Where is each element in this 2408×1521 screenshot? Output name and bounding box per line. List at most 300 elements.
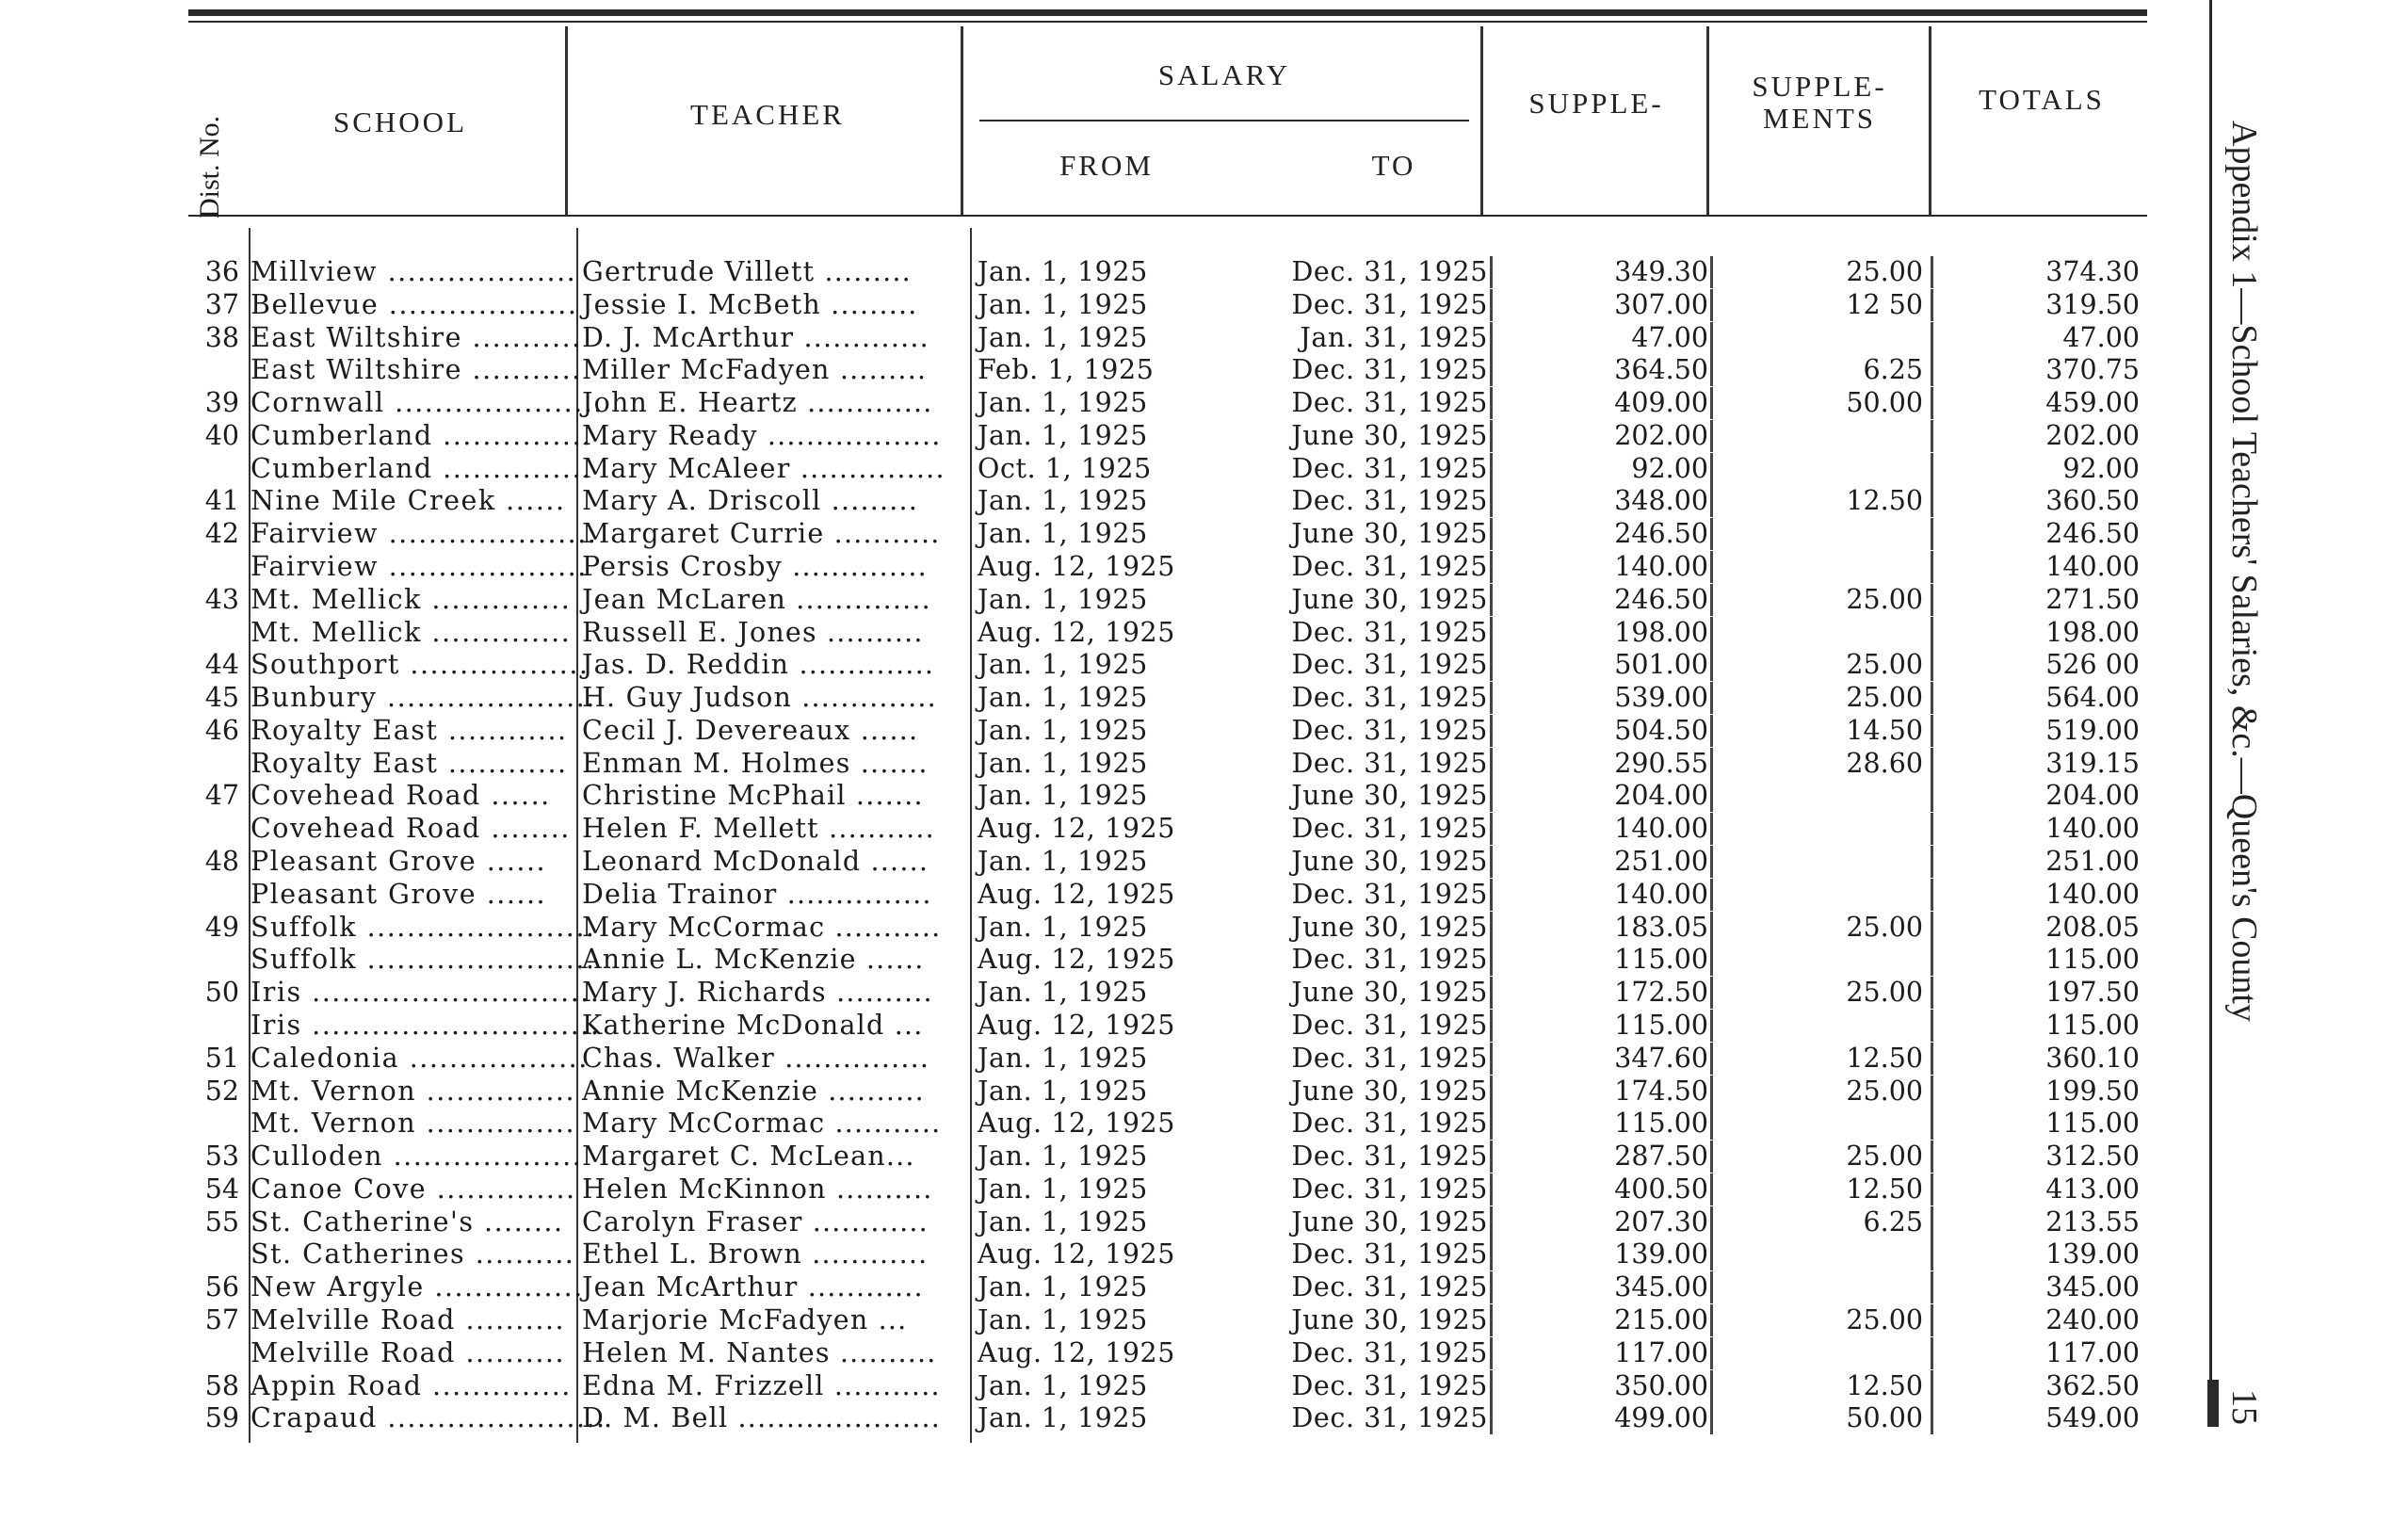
cell-divider: [1710, 584, 1713, 616]
dist-no-cell: 54: [204, 1173, 239, 1205]
school-cell: East Wiltshire ...........: [250, 354, 582, 386]
teacher-cell: John E. Heartz .............: [582, 387, 933, 419]
salary-from-cell: Aug. 12, 1925: [978, 551, 1176, 583]
cell-divider: [1931, 912, 1933, 944]
salary-to-cell: Dec. 31, 1925: [1291, 1141, 1488, 1173]
salary-from-cell: Jan. 1, 1925: [978, 1075, 1148, 1107]
supplements-header-2-line1: SUPPLE-: [1752, 70, 1887, 103]
header-divider-3: [1480, 26, 1483, 215]
school-cell: Suffolk .......................: [250, 944, 596, 976]
supplements-cell: 117.00: [1614, 1336, 1708, 1368]
cell-divider: [1931, 1173, 1933, 1205]
school-cell: Cumberland ...............: [250, 452, 592, 484]
cell-divider: [1710, 256, 1713, 288]
table-row: [0, 322, 2260, 354]
cell-divider: [1931, 256, 1933, 288]
dist-no-cell: 48: [204, 846, 239, 878]
table-row: [0, 1402, 2260, 1434]
total-cell: 199.50: [2045, 1075, 2140, 1107]
cell-divider: [1490, 813, 1493, 845]
supplements-2-cell: 14.50: [1846, 714, 1923, 746]
supplements-cell: 246.50: [1614, 583, 1708, 615]
cell-divider: [1710, 1141, 1713, 1173]
teacher-cell: Enman M. Holmes .......: [582, 747, 929, 779]
cell-divider: [1490, 1271, 1493, 1303]
supplements-cell: 139.00: [1614, 1238, 1708, 1270]
school-cell: Melville Road ..........: [250, 1303, 566, 1335]
salary-from-cell: Aug. 12, 1925: [978, 1336, 1176, 1368]
table-row: [0, 256, 2260, 288]
teacher-cell: Helen M. Nantes ..........: [582, 1336, 937, 1368]
salary-to-cell: Dec. 31, 1925: [1291, 288, 1488, 320]
dist-no-cell: 57: [204, 1303, 239, 1335]
total-cell: 319.50: [2045, 288, 2140, 320]
salary-from-cell: Jan. 1, 1925: [978, 419, 1148, 451]
school-cell: Fairview ....................: [250, 551, 588, 583]
cell-divider: [1931, 649, 1933, 681]
supplements-cell: 251.00: [1614, 846, 1708, 878]
cell-divider: [1710, 879, 1713, 911]
cell-divider: [1931, 1108, 1933, 1140]
table-row: [0, 977, 2260, 1009]
cell-divider: [1931, 715, 1933, 747]
cell-divider: [1490, 1173, 1493, 1205]
teacher-cell: Mary J. Richards ..........: [582, 977, 933, 1009]
cell-divider: [1490, 977, 1493, 1009]
salary-to-cell: June 30, 1925: [1291, 1075, 1488, 1107]
supplements-cell: 115.00: [1614, 1009, 1708, 1041]
total-cell: 519.00: [2045, 714, 2140, 746]
salary-from-cell: Jan. 1, 1925: [978, 1205, 1148, 1238]
teacher-cell: Delia Trainor ...............: [582, 878, 932, 910]
school-cell: New Argyle ...............: [250, 1271, 584, 1303]
table-row: [0, 813, 2260, 845]
cell-divider: [1931, 518, 1933, 550]
salary-from-cell: Aug. 12, 1925: [978, 616, 1176, 648]
school-cell: Pleasant Grove ......: [250, 846, 547, 878]
salary-to-cell: June 30, 1925: [1291, 1205, 1488, 1238]
table-row: [0, 1043, 2260, 1075]
cell-divider: [1710, 453, 1713, 485]
teacher-cell: Mary McCormac ...........: [582, 911, 942, 943]
cell-divider: [1931, 453, 1933, 485]
supplements-cell: 350.00: [1614, 1369, 1708, 1401]
total-cell: 197.50: [2045, 977, 2140, 1009]
cell-divider: [1490, 1141, 1493, 1173]
school-cell: Bunbury .....................: [250, 682, 596, 714]
total-cell: 312.50: [2045, 1141, 2140, 1173]
dist-no-cell: 55: [204, 1205, 239, 1238]
school-cell: Mt. Mellick ..............: [250, 616, 572, 648]
cell-divider: [1931, 1238, 1933, 1270]
header-divider-4: [1706, 26, 1709, 215]
supplements-cell: 207.30: [1614, 1205, 1708, 1238]
cell-divider: [1710, 1173, 1713, 1205]
header-divider-1: [565, 26, 568, 215]
table-row: [0, 944, 2260, 976]
supplements-2-cell: 12.50: [1846, 1173, 1923, 1205]
supplements-2-cell: 12.50: [1846, 1042, 1923, 1074]
page-number: 15: [2224, 1389, 2264, 1425]
salary-from-cell: Oct. 1, 1925: [978, 452, 1152, 484]
dist-no-cell: 44: [204, 649, 239, 681]
table-row: [0, 617, 2260, 649]
teacher-cell: Gertrude Villett .........: [582, 256, 912, 287]
cell-divider: [1931, 977, 1933, 1009]
supplements-cell: 307.00: [1614, 288, 1708, 320]
cell-divider: [1490, 715, 1493, 747]
salary-to-cell: Dec. 31, 1925: [1291, 1336, 1488, 1368]
cell-divider: [1931, 1141, 1933, 1173]
total-cell: 564.00: [2045, 682, 2140, 714]
cell-divider: [1710, 1271, 1713, 1303]
cell-divider: [1710, 813, 1713, 845]
table-row: [0, 1141, 2260, 1173]
salary-from-cell: Jan. 1, 1925: [978, 518, 1148, 550]
cell-divider: [1710, 518, 1713, 550]
table-row: [0, 1010, 2260, 1042]
supplements-cell: 140.00: [1614, 551, 1708, 583]
total-cell: 374.30: [2045, 256, 2140, 287]
cell-divider: [1710, 1402, 1713, 1434]
cell-divider: [1710, 551, 1713, 583]
salary-to-cell: Dec. 31, 1925: [1291, 452, 1488, 484]
cell-divider: [1490, 1370, 1493, 1402]
supplements-2-cell: 12 50: [1846, 288, 1923, 320]
salary-from-cell: Jan. 1, 1925: [978, 1042, 1148, 1074]
cell-divider: [1931, 1076, 1933, 1108]
salary-from-cell: Jan. 1, 1925: [978, 1271, 1148, 1303]
table-row: [0, 387, 2260, 419]
cell-divider: [1710, 780, 1713, 812]
cell-divider: [1710, 682, 1713, 714]
school-cell: Nine Mile Creek ......: [250, 485, 566, 517]
total-cell: 370.75: [2045, 354, 2140, 386]
cell-divider: [1710, 1370, 1713, 1402]
cell-divider: [1931, 1337, 1933, 1369]
school-cell: Crapaud ......................: [250, 1402, 606, 1434]
cell-divider: [1710, 1076, 1713, 1108]
total-cell: 549.00: [2045, 1402, 2140, 1434]
cell-divider: [1931, 780, 1933, 812]
table-row: [0, 485, 2260, 517]
cell-divider: [1931, 944, 1933, 976]
dist-no-header: Dist. No.: [194, 115, 225, 218]
teacher-cell: Jean McLaren ..............: [582, 583, 931, 615]
school-cell: St. Catherines ..........: [250, 1238, 575, 1270]
table-row: [0, 354, 2260, 386]
dist-no-cell: 42: [204, 518, 239, 550]
cell-divider: [1710, 387, 1713, 419]
salary-to-cell: Dec. 31, 1925: [1291, 387, 1488, 419]
dist-no-cell: 38: [204, 321, 239, 353]
cell-divider: [1710, 1337, 1713, 1369]
cell-divider: [1931, 1402, 1933, 1434]
supplements-header-2-line2: MENTS: [1762, 102, 1877, 135]
supplements-2-cell: 25.00: [1846, 1141, 1923, 1173]
school-cell: Royalty East ............: [250, 714, 568, 746]
cell-divider: [1710, 1304, 1713, 1336]
side-title: Appendix 1—School Teachers' Salaries, &c.—Queen's County: [2224, 121, 2264, 1022]
salary-from-cell: Jan. 1, 1925: [978, 288, 1148, 320]
table-row: [0, 289, 2260, 321]
cell-divider: [1710, 649, 1713, 681]
cell-divider: [1931, 1271, 1933, 1303]
salary-to-cell: Dec. 31, 1925: [1291, 813, 1488, 845]
cell-divider: [1931, 846, 1933, 878]
table-row: [0, 1238, 2260, 1270]
salary-to-cell: June 30, 1925: [1291, 977, 1488, 1009]
top-rule-thin: [188, 21, 2147, 23]
school-header: SCHOOL: [332, 105, 467, 138]
teacher-cell: Persis Crosby ..............: [582, 551, 928, 583]
table-row: [0, 912, 2260, 944]
teacher-cell: Annie L. McKenzie ......: [582, 944, 925, 976]
table-row: [0, 551, 2260, 583]
supplements-cell: 92.00: [1631, 452, 1708, 484]
cell-divider: [1490, 748, 1493, 780]
total-cell: 117.00: [2045, 1336, 2140, 1368]
cell-divider: [1710, 1238, 1713, 1270]
cell-divider: [1490, 649, 1493, 681]
cell-divider: [1931, 813, 1933, 845]
table-row: [0, 453, 2260, 485]
supplements-cell: 246.50: [1614, 518, 1708, 550]
supplements-cell: 499.00: [1614, 1402, 1708, 1434]
total-cell: 202.00: [2045, 419, 2140, 451]
total-cell: 251.00: [2045, 846, 2140, 878]
supplements-2-cell: 50.00: [1846, 1402, 1923, 1434]
school-cell: Southport ..................: [250, 649, 590, 681]
table-row: [0, 846, 2260, 878]
cell-divider: [1490, 322, 1493, 354]
table-row: [0, 780, 2260, 812]
cell-divider: [1710, 1010, 1713, 1042]
cell-divider: [1710, 715, 1713, 747]
total-cell: 526 00: [2045, 649, 2140, 681]
total-cell: 47.00: [2062, 321, 2140, 353]
cell-divider: [1490, 354, 1493, 386]
supplements-2-cell: 25.00: [1846, 1303, 1923, 1335]
salary-from-cell: Aug. 12, 1925: [978, 1108, 1176, 1140]
salary-to-cell: Dec. 31, 1925: [1291, 1402, 1488, 1434]
cell-divider: [1490, 1206, 1493, 1238]
supplements-cell: 290.55: [1614, 747, 1708, 779]
table-row: [0, 1304, 2260, 1336]
total-cell: 140.00: [2045, 878, 2140, 910]
salary-from-cell: Jan. 1, 1925: [978, 714, 1148, 746]
teacher-cell: Marjorie McFadyen ...: [582, 1303, 908, 1335]
table-row: [0, 1271, 2260, 1303]
dist-no-cell: 59: [204, 1402, 239, 1434]
salary-from-cell: Jan. 1, 1925: [978, 1173, 1148, 1205]
teacher-cell: D. M. Bell .....................: [582, 1402, 941, 1434]
cell-divider: [1931, 485, 1933, 517]
cell-divider: [1931, 617, 1933, 649]
cell-divider: [1710, 354, 1713, 386]
cell-divider: [1931, 879, 1933, 911]
supplements-2-cell: 25.00: [1846, 649, 1923, 681]
salary-to-cell: Dec. 31, 1925: [1291, 714, 1488, 746]
teacher-cell: Ethel L. Brown ............: [582, 1238, 929, 1270]
salary-from-cell: Jan. 1, 1925: [978, 747, 1148, 779]
salary-to-cell: June 30, 1925: [1291, 583, 1488, 615]
school-cell: Caledonia ..................: [250, 1042, 589, 1074]
teacher-cell: Russell E. Jones ..........: [582, 616, 924, 648]
supplements-cell: 204.00: [1614, 780, 1708, 812]
school-cell: Mt. Mellick ..............: [250, 583, 572, 615]
dist-no-cell: 58: [204, 1369, 239, 1401]
table-row: [0, 1173, 2260, 1205]
supplements-cell: 140.00: [1614, 813, 1708, 845]
salary-to-cell: Dec. 31, 1925: [1291, 1271, 1488, 1303]
supplements-cell: 409.00: [1614, 387, 1708, 419]
cell-divider: [1490, 682, 1493, 714]
total-cell: 92.00: [2062, 452, 2140, 484]
teacher-cell: Leonard McDonald ......: [582, 846, 929, 878]
total-cell: 413.00: [2045, 1173, 2140, 1205]
supplements-cell: 198.00: [1614, 616, 1708, 648]
school-cell: Royalty East ............: [250, 747, 568, 779]
supplements-cell: 348.00: [1614, 485, 1708, 517]
supplements-2-cell: 25.00: [1846, 583, 1923, 615]
cell-divider: [1931, 1304, 1933, 1336]
cell-divider: [1931, 354, 1933, 386]
supplements-cell: 504.50: [1614, 714, 1708, 746]
cell-divider: [1490, 1337, 1493, 1369]
teacher-cell: Mary McAleer ...............: [582, 452, 945, 484]
teacher-cell: Jessie I. McBeth .........: [582, 288, 918, 320]
school-cell: Fairview .....................: [250, 518, 598, 550]
supplements-2-cell: 12.50: [1846, 485, 1923, 517]
salary-to-cell: Dec. 31, 1925: [1291, 944, 1488, 976]
school-cell: Appin Road ..............: [250, 1369, 572, 1401]
supplements-cell: 347.60: [1614, 1042, 1708, 1074]
dist-no-cell: 46: [204, 714, 239, 746]
header-divider-5: [1929, 26, 1931, 215]
cell-divider: [1490, 780, 1493, 812]
supplements-cell: 501.00: [1614, 649, 1708, 681]
cell-divider: [1931, 1370, 1933, 1402]
school-cell: Covehead Road ......: [250, 780, 551, 812]
total-cell: 319.15: [2045, 747, 2140, 779]
salary-to-cell: Dec. 31, 1925: [1291, 878, 1488, 910]
table-row: [0, 715, 2260, 747]
salary-to-cell: Dec. 31, 1925: [1291, 1009, 1488, 1041]
salary-from-cell: Aug. 12, 1925: [978, 1009, 1176, 1041]
cell-divider: [1490, 1304, 1493, 1336]
table-row: [0, 748, 2260, 780]
table-row: [0, 1076, 2260, 1108]
cell-divider: [1490, 518, 1493, 550]
supplements-header-1: SUPPLE-: [1528, 87, 1664, 120]
totals-header: TOTALS: [1979, 83, 2105, 116]
dist-no-cell: 52: [204, 1075, 239, 1107]
salary-from-cell: Jan. 1, 1925: [978, 780, 1148, 812]
table-row: [0, 1370, 2260, 1402]
supplements-cell: 172.50: [1614, 977, 1708, 1009]
teacher-cell: Edna M. Frizzell ...........: [582, 1369, 941, 1401]
total-cell: 360.10: [2045, 1042, 2140, 1074]
supplements-cell: 183.05: [1614, 911, 1708, 943]
cell-divider: [1490, 420, 1493, 452]
teacher-cell: Mary A. Driscoll .........: [582, 485, 919, 517]
total-cell: 208.05: [2045, 911, 2140, 943]
salary-from-cell: Aug. 12, 1925: [978, 944, 1176, 976]
teacher-cell: Katherine McDonald ...: [582, 1009, 924, 1041]
supplements-2-cell: 6.25: [1863, 1205, 1923, 1238]
total-cell: 115.00: [2045, 944, 2140, 976]
teacher-cell: Mary Ready ..................: [582, 419, 942, 451]
school-cell: Pleasant Grove ......: [250, 878, 547, 910]
cell-divider: [1931, 748, 1933, 780]
salary-header: SALARY: [1157, 58, 1291, 91]
supplements-cell: 364.50: [1614, 354, 1708, 386]
cell-divider: [1490, 846, 1493, 878]
table-row: [0, 1108, 2260, 1140]
cell-divider: [1490, 551, 1493, 583]
supplements-cell: 349.30: [1614, 256, 1708, 287]
top-rule-thick: [188, 9, 2147, 16]
cell-divider: [1931, 1043, 1933, 1075]
dist-no-cell: 39: [204, 387, 239, 419]
dist-no-cell: 43: [204, 583, 239, 615]
dist-no-cell: 47: [204, 780, 239, 812]
cell-divider: [1490, 1108, 1493, 1140]
supplements-2-cell: 28.60: [1846, 747, 1923, 779]
school-cell: St. Catherine's ........: [250, 1205, 564, 1238]
cell-divider: [1710, 420, 1713, 452]
dist-no-cell: 36: [204, 256, 239, 287]
teacher-cell: Mary McCormac ...........: [582, 1108, 942, 1140]
supplements-cell: 202.00: [1614, 419, 1708, 451]
school-cell: Suffolk .......................: [250, 911, 596, 943]
cell-divider: [1490, 1010, 1493, 1042]
school-cell: Canoe Cove ..............: [250, 1173, 576, 1205]
salary-from-cell: Jan. 1, 1925: [978, 1141, 1148, 1173]
salary-to-cell: Jan. 31, 1925: [1300, 321, 1488, 353]
cell-divider: [1490, 453, 1493, 485]
salary-from-cell: Jan. 1, 1925: [978, 977, 1148, 1009]
total-cell: 360.50: [2045, 485, 2140, 517]
cell-divider: [1490, 879, 1493, 911]
supplements-cell: 174.50: [1614, 1075, 1708, 1107]
cell-divider: [1710, 1108, 1713, 1140]
teacher-cell: Helen McKinnon ..........: [582, 1173, 933, 1205]
salary-to-cell: June 30, 1925: [1291, 419, 1488, 451]
school-cell: Iris .............................: [250, 977, 601, 1009]
salary-to-cell: Dec. 31, 1925: [1291, 1238, 1488, 1270]
cell-divider: [1710, 322, 1713, 354]
salary-to-cell: Dec. 31, 1925: [1291, 1042, 1488, 1074]
total-cell: 345.00: [2045, 1271, 2140, 1303]
cell-divider: [1490, 1076, 1493, 1108]
total-cell: 246.50: [2045, 518, 2140, 550]
table-row: [0, 420, 2260, 452]
salary-to-cell: June 30, 1925: [1291, 518, 1488, 550]
salary-from-cell: Feb. 1, 1925: [978, 354, 1155, 386]
dist-no-cell: 56: [204, 1271, 239, 1303]
supplements-2-cell: 25.00: [1846, 682, 1923, 714]
school-cell: East Wiltshire ...........: [250, 321, 582, 353]
cell-divider: [1490, 944, 1493, 976]
teacher-cell: Jean McArthur ............: [582, 1271, 924, 1303]
salary-from-cell: Jan. 1, 1925: [978, 911, 1148, 943]
salary-from-cell: Jan. 1, 1925: [978, 649, 1148, 681]
total-cell: 213.55: [2045, 1205, 2140, 1238]
dist-no-cell: 49: [204, 911, 239, 943]
salary-to-cell: June 30, 1925: [1291, 846, 1488, 878]
